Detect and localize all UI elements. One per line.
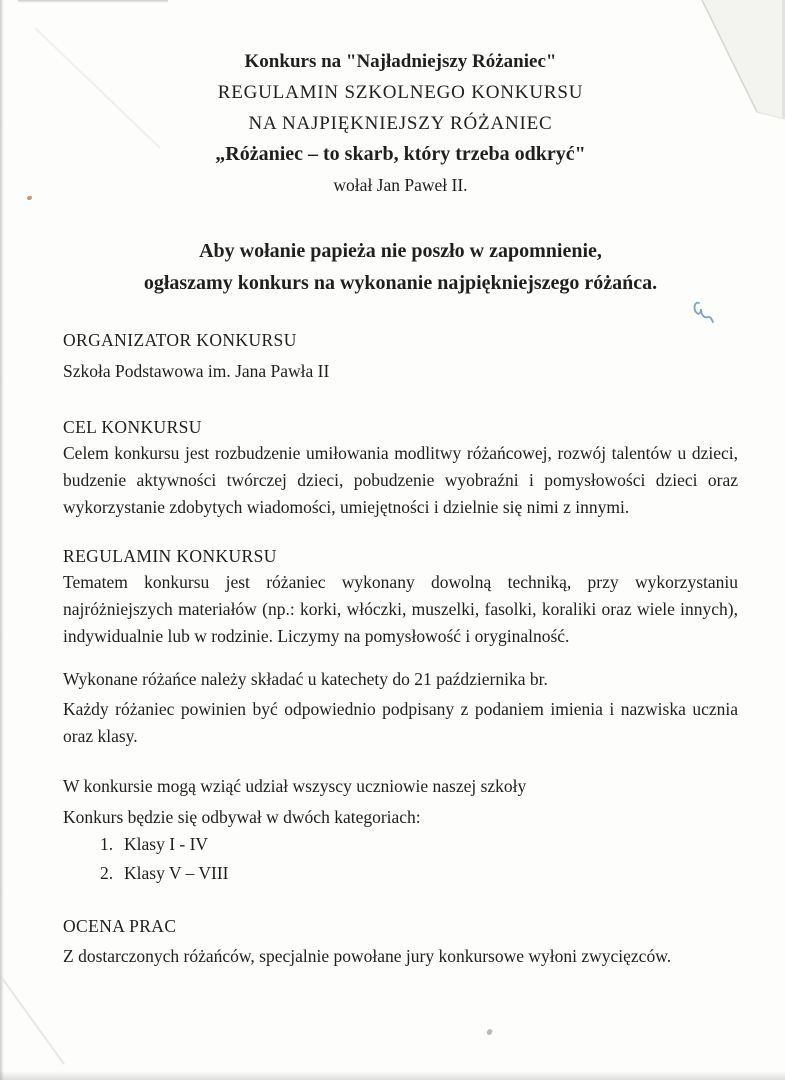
section-heading-rules: REGULAMIN KONKURSU	[63, 546, 277, 566]
section-heading-goal: CEL KONKURSU	[63, 417, 202, 437]
section-heading-evaluation: OCENA PRAC	[63, 916, 177, 936]
list-item	[63, 859, 738, 888]
category-label: Klasy I - IV	[124, 834, 209, 854]
quote-line: „Różaniec – to skarb, który trzeba odkryć"	[215, 143, 586, 165]
scan-edge-bottom	[0, 1071, 785, 1080]
paper-speck	[486, 1028, 493, 1036]
category-label: Klasy V – VIII	[124, 863, 229, 883]
goal-paragraph: Celem konkursu jest rozbudzenie umiłowania modlitwy różańcowej, rozwój talentów u dzieci, budzenie aktywności twórczej dzieci, pobudzenie wyobraźni i pomysłowości dzieci oraz wykorzystanie zdobytych wiadomości, umiejętności i dzielnie się nimi z innymi.	[63, 443, 738, 517]
rules-paragraph: Tematem konkursu jest różaniec wykonany dowolną techniką, przy wykorzystaniu najróżniejszych materiałów (np.: korki, włóczki, muszelki, fasolki, koraliki oraz wiele innych), indywidualnie lub w rodzinie. Liczymy na pomysłowość i oryginalność.	[63, 572, 738, 646]
submission-deadline: Wykonane różańce należy składać u katechety do 21 października br.	[63, 669, 548, 689]
crease-line	[0, 970, 80, 1080]
list-item	[63, 830, 738, 859]
scan-edge-top	[18, 0, 168, 3]
category-list	[63, 830, 738, 888]
regulation-title-line: REGULAMIN SZKOLNEGO KONKURSU	[217, 82, 584, 103]
regulation-title-line: NA NAJPIĘKNIEJSZY RÓŻANIEC	[248, 113, 553, 134]
list-marker: 2.	[100, 863, 114, 883]
pen-mark-icon	[690, 300, 722, 332]
section-heading-organizer: ORGANIZATOR KONKURSU	[63, 330, 297, 350]
list-marker: 1.	[100, 834, 114, 854]
organizer-name: Szkoła Podstawowa im. Jana Pawła II	[63, 361, 330, 381]
paper-speck	[27, 196, 32, 200]
scan-edge-left	[0, 0, 4, 1080]
title-block	[63, 46, 738, 201]
contest-title: Konkurs na "Najładniejszy Różaniec"	[244, 51, 557, 72]
announcement-line: Aby wołanie papieża nie poszło w zapomnienie,	[199, 240, 602, 262]
submission-signing: Każdy różaniec powinien być odpowiednio podpisany z podaniem imienia i nazwiska ucznia oraz klasy.	[63, 699, 738, 746]
quote-attribution: wołał Jan Paweł II.	[333, 175, 468, 195]
evaluation-paragraph: Z dostarczonych różańców, specjalnie powołane jury konkursowe wyłoni zwycięzców.	[63, 946, 672, 966]
participation-eligibility: W konkursie mogą wziąć udział wszyscy uczniowie naszej szkoły	[63, 776, 527, 796]
announcement-line: ogłaszamy konkurs na wykonanie najpiękniejszego różańca.	[143, 272, 658, 294]
announcement-block	[63, 235, 738, 299]
categories-intro: Konkurs będzie się odbywał w dwóch kategoriach:	[63, 807, 421, 827]
